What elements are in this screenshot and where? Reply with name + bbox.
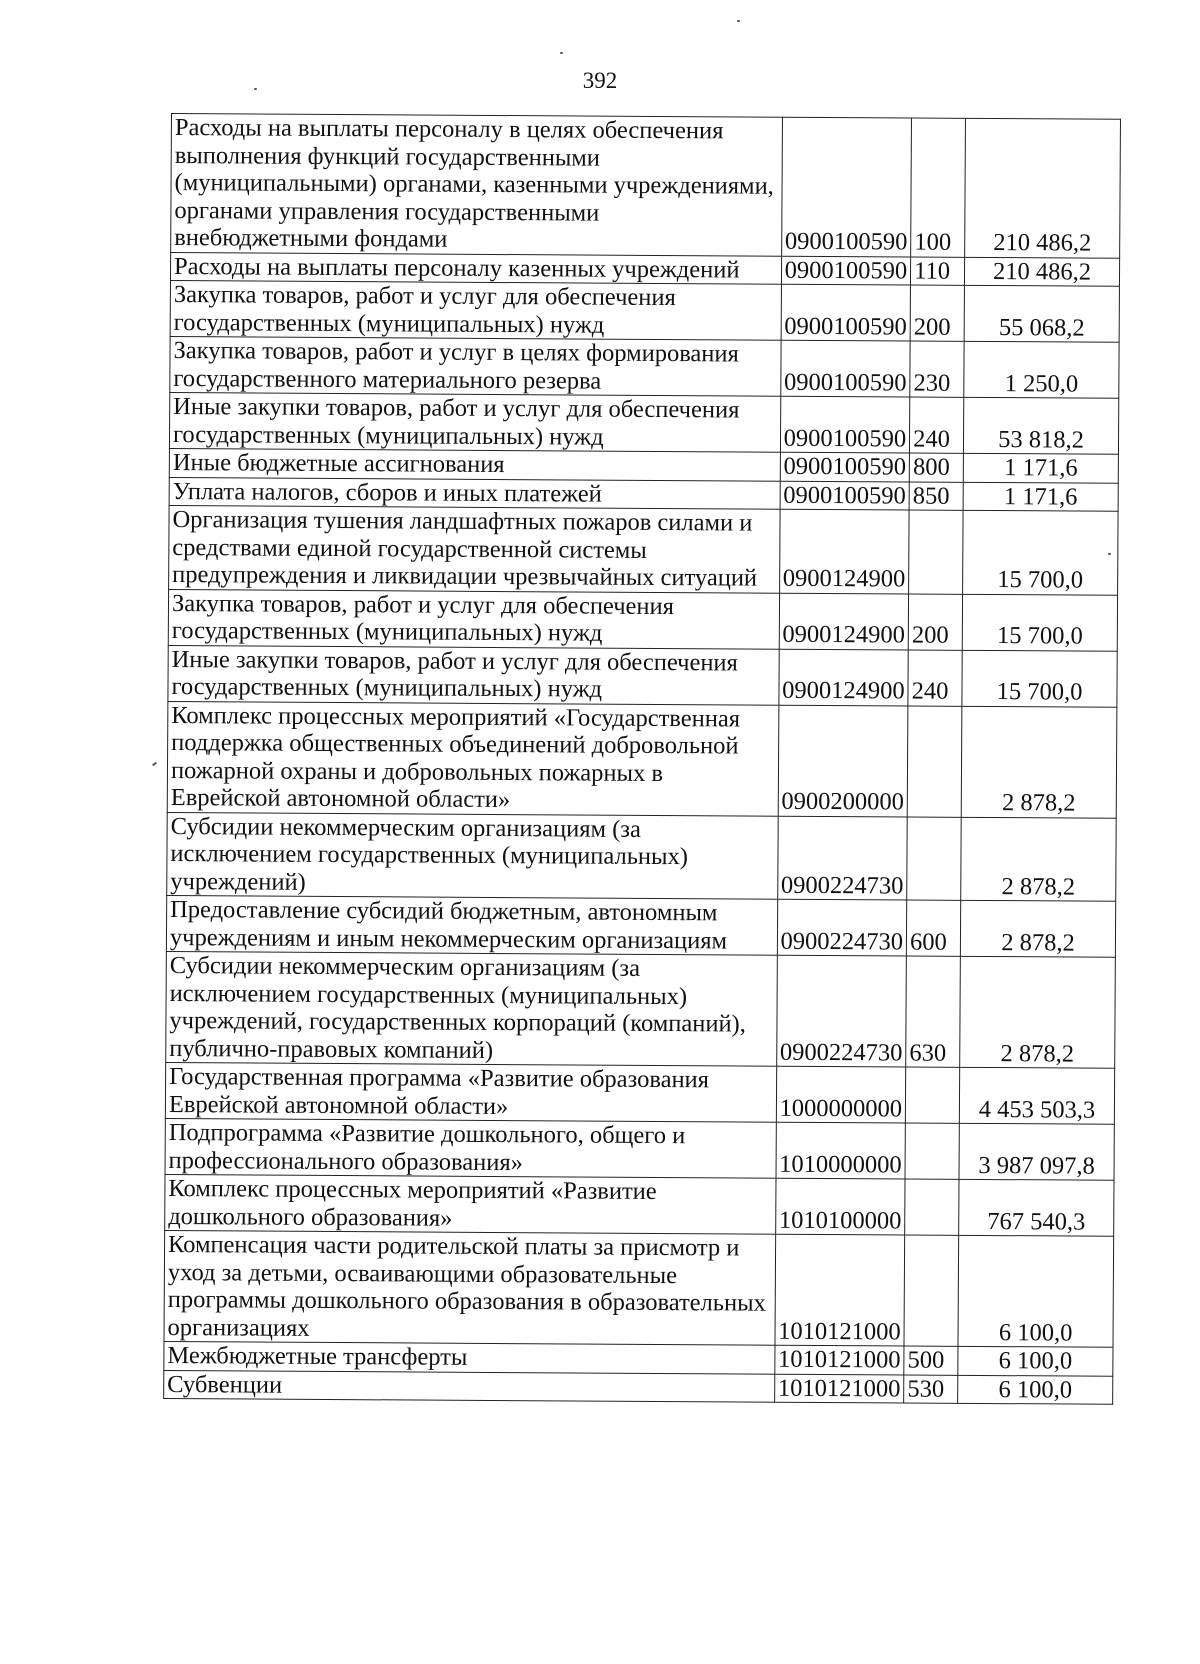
row-expense-type-cell: 240 [910, 397, 964, 453]
row-code-cell: 1010121000 [774, 1345, 904, 1374]
row-expense-type-cell: 630 [906, 956, 961, 1067]
row-expense-type-cell [905, 1179, 959, 1235]
row-expense-type-cell [907, 817, 961, 901]
scan-speck [152, 762, 157, 767]
row-name-cell: Организация тушения ландшафтных пожаров силами и средствами единой государственной системы предупреждения и ликвидации чрезвычайных ситуаций [169, 505, 780, 592]
row-amount-cell: 2 878,2 [961, 706, 1117, 818]
row-name-cell: Межбюджетные трансферты [164, 1341, 775, 1373]
row-code-cell: 0900124900 [779, 649, 909, 706]
row-amount-cell: 53 818,2 [964, 397, 1119, 454]
table-row [167, 812, 1116, 901]
row-expense-type-cell: 800 [909, 453, 963, 482]
row-expense-type-cell [905, 1067, 959, 1123]
row-code-cell: 0900100590 [780, 481, 910, 510]
table-row [167, 701, 1117, 818]
row-expense-type-cell: 100 [911, 118, 966, 257]
table-row [165, 1174, 1114, 1236]
row-expense-type-cell: 110 [911, 257, 965, 286]
table-row [170, 336, 1119, 398]
row-code-cell: 0900224730 [776, 955, 906, 1067]
row-code-cell: 0900100590 [781, 284, 911, 341]
row-name-cell: Подпрограмма «Развитие дошкольного, общего и профессионального образования» [165, 1118, 776, 1178]
row-name-cell: Иные закупки товаров, работ и услуг для обеспечения государственных (муниципальных) нужд [168, 645, 779, 705]
row-amount-cell: 15 700,0 [963, 510, 1118, 594]
row-amount-cell: 3 987 097,8 [959, 1123, 1114, 1180]
row-name-cell: Закупка товаров, работ и услуг для обеспечения государственных (муниципальных) нужд [168, 589, 779, 649]
budget-table [163, 113, 1121, 1405]
row-name-cell: Расходы на выплаты персоналу казенных учреждений [170, 252, 781, 284]
row-expense-type-cell: 850 [909, 482, 963, 511]
row-amount-cell: 210 486,2 [965, 257, 1120, 286]
table-row [166, 895, 1115, 957]
row-expense-type-cell [907, 706, 962, 817]
row-code-cell: 0900200000 [778, 705, 908, 817]
row-name-cell: Субвенции [164, 1370, 775, 1402]
row-expense-type-cell: 230 [910, 341, 964, 397]
row-amount-cell: 1 171,6 [963, 453, 1118, 482]
row-amount-cell: 2 878,2 [961, 817, 1116, 901]
table-row [169, 392, 1118, 454]
row-amount-cell: 210 486,2 [965, 118, 1121, 257]
row-code-cell: 1000000000 [776, 1066, 906, 1123]
row-name-cell: Иные бюджетные ассигнования [169, 448, 780, 480]
row-amount-cell: 6 100,0 [958, 1235, 1114, 1347]
row-code-cell: 0900100590 [780, 396, 910, 453]
row-name-cell: Иные закупки товаров, работ и услуг для обеспечения государственных (муниципальных) нужд [169, 392, 780, 452]
row-code-cell: 0900124900 [779, 593, 909, 650]
row-expense-type-cell: 530 [904, 1375, 958, 1404]
row-name-cell: Закупка товаров, работ и услуг для обеспечения государственных (муниципальных) нужд [170, 280, 781, 340]
row-name-cell: Закупка товаров, работ и услуг в целях формирования государственного материального резерва [170, 336, 781, 396]
table-row [168, 645, 1117, 707]
scan-speck [560, 52, 563, 54]
row-code-cell: 1010121000 [774, 1374, 904, 1403]
row-amount-cell: 4 453 503,3 [959, 1067, 1114, 1124]
row-code-cell: 0900100590 [780, 340, 910, 397]
table-row [164, 1370, 1113, 1404]
row-amount-cell: 15 700,0 [962, 650, 1117, 707]
page-number: 392 [582, 68, 618, 93]
row-name-cell: Уплата налогов, сборов и иных платежей [169, 477, 780, 509]
row-expense-type-cell [909, 510, 963, 594]
row-name-cell: Комплекс процессных мероприятий «Развитие дошкольного образования» [165, 1174, 776, 1234]
row-code-cell: 1010121000 [775, 1234, 905, 1346]
budget-table-body [164, 114, 1121, 1405]
row-code-cell: 0900224730 [777, 899, 907, 956]
row-expense-type-cell [904, 1235, 959, 1346]
scan-speck [737, 20, 740, 22]
row-code-cell: 0900124900 [779, 509, 909, 593]
row-amount-cell: 1 171,6 [963, 482, 1118, 511]
scan-speck [254, 88, 257, 90]
row-expense-type-cell [905, 1123, 959, 1179]
row-name-cell: Субсидии некоммерческим организациям (за исключением государственных (муниципальных) учреждений, государственных корпораций (компаний), публично-правовых компаний) [166, 951, 777, 1066]
row-expense-type-cell: 240 [908, 650, 962, 706]
table-row [165, 1118, 1114, 1180]
row-amount-cell: 767 540,3 [959, 1179, 1114, 1236]
row-name-cell: Комплекс процессных мероприятий «Государственная поддержка общественных объединений добровольной пожарной охраны и добровольных пожарных в Еврейской автономной области» [167, 701, 778, 816]
table-row [169, 505, 1118, 594]
row-name-cell: Субсидии некоммерческим организациям (за исключением государственных (муниципальных) учреждений) [167, 812, 778, 899]
row-name-cell: Предоставление субсидий бюджетным, автономным учреждениям и иным некоммерческим организациям [166, 895, 777, 955]
row-amount-cell: 6 100,0 [958, 1346, 1113, 1375]
row-code-cell: 1010100000 [775, 1178, 905, 1235]
row-amount-cell: 55 068,2 [964, 285, 1119, 342]
row-name-cell: Компенсация части родительской платы за присмотр и уход за детьми, осваивающими образовательные программы дошкольного образования в образовательных организациях [164, 1230, 775, 1345]
table-row [165, 1062, 1114, 1124]
row-code-cell: 1010000000 [776, 1122, 906, 1179]
row-expense-type-cell: 200 [908, 594, 962, 650]
row-expense-type-cell: 500 [904, 1346, 958, 1375]
table-row [168, 589, 1117, 651]
row-expense-type-cell: 200 [910, 285, 964, 341]
row-name-cell: Расходы на выплаты персоналу в целях обеспечения выполнения функций государственными (муниципальными) органами, казенными учреждениями, органами управления государственными внебюджетными фондами [171, 114, 782, 256]
row-name-cell: Государственная программа «Развитие образования Еврейской автономной области» [165, 1062, 776, 1122]
table-row [171, 114, 1121, 258]
row-amount-cell: 15 700,0 [962, 594, 1117, 651]
table-row [166, 951, 1116, 1068]
row-amount-cell: 6 100,0 [958, 1375, 1113, 1404]
row-code-cell: 0900100590 [780, 452, 910, 481]
table-row [170, 280, 1119, 342]
table-row [164, 1230, 1114, 1347]
row-amount-cell: 1 250,0 [964, 341, 1119, 398]
row-code-cell: 0900100590 [781, 256, 911, 285]
row-amount-cell: 2 878,2 [960, 900, 1115, 957]
row-expense-type-cell: 600 [907, 900, 961, 956]
row-code-cell: 0900100590 [781, 117, 911, 256]
row-code-cell: 0900224730 [777, 816, 907, 900]
row-amount-cell: 2 878,2 [960, 956, 1116, 1068]
